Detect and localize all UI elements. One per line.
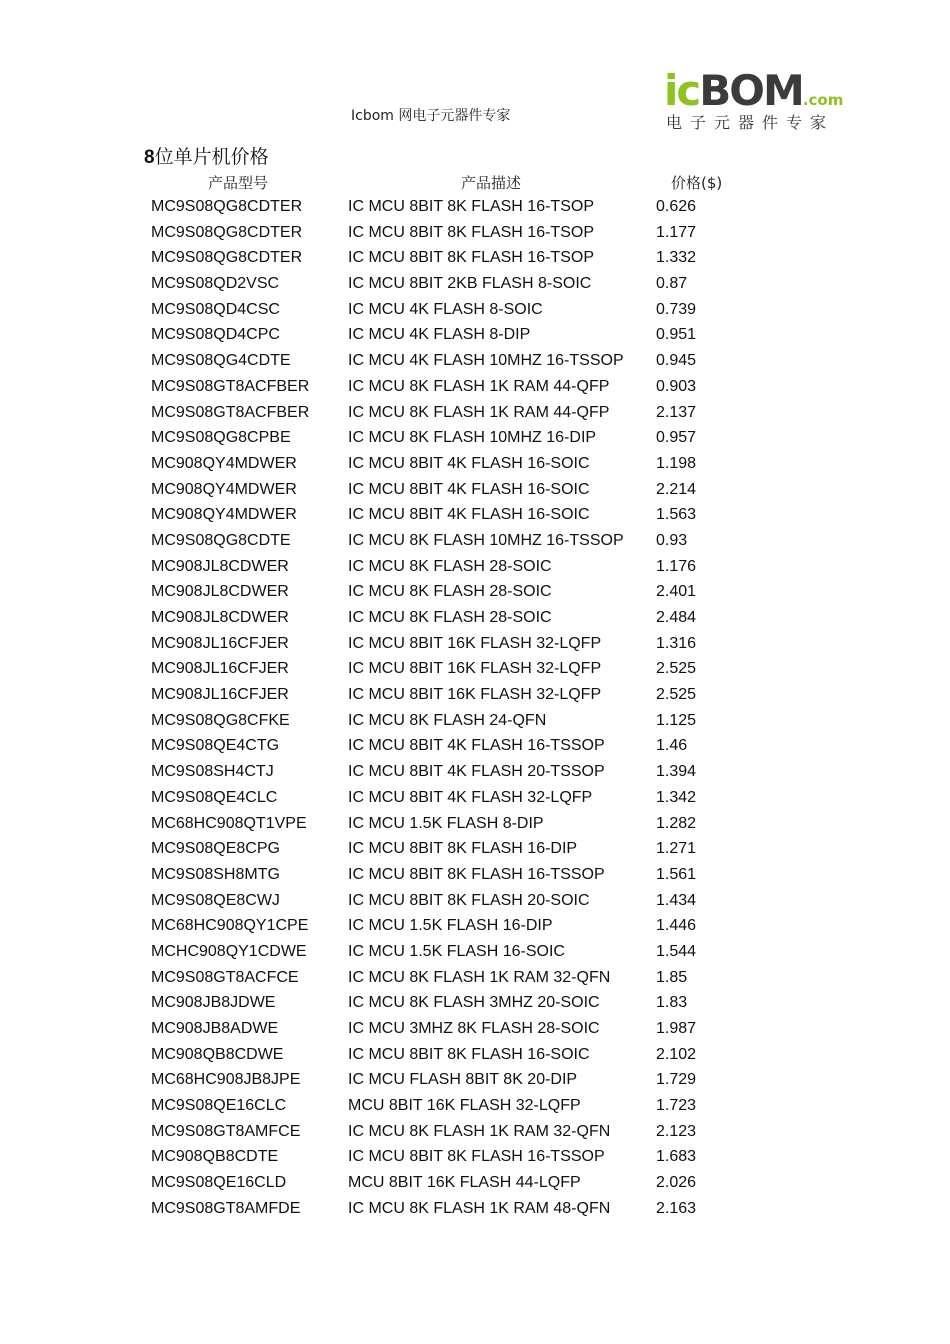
cell-model: MC68HC908QY1CPE — [151, 917, 309, 935]
cell-description: IC MCU 1.5K FLASH 16-DIP — [348, 917, 553, 935]
cell-model: MC908QB8CDWE — [151, 1045, 284, 1063]
cell-model: MC9S08GT8ACFBER — [151, 377, 310, 395]
cell-description: MCU 8BIT 16K FLASH 44-LQFP — [348, 1174, 581, 1192]
table-row — [0, 1044, 950, 1070]
col-header-description: 产品描述 — [461, 174, 522, 192]
cell-price: 2.102 — [656, 1045, 697, 1063]
cell-price: 2.026 — [656, 1174, 697, 1192]
cell-model: MC9S08QG8CPBE — [151, 429, 291, 447]
cell-price: 0.93 — [656, 531, 688, 549]
cell-description: IC MCU 4K FLASH 8-DIP — [348, 326, 531, 344]
cell-description: IC MCU 8K FLASH 1K RAM 44-QFP — [348, 403, 610, 421]
cell-description: IC MCU 8BIT 8K FLASH 16-TSOP — [348, 223, 594, 241]
cell-model: MC9S08QD4CSC — [151, 300, 280, 318]
table-row — [0, 710, 950, 736]
table-row — [0, 633, 950, 659]
cell-description: IC MCU 1.5K FLASH 16-SOIC — [348, 942, 565, 960]
cell-model: MC9S08QD4CPC — [151, 326, 280, 344]
cell-price: 0.626 — [656, 198, 697, 215]
table-row — [0, 915, 950, 941]
cell-description: IC MCU 8BIT 4K FLASH 16-TSSOP — [348, 737, 605, 755]
table-row — [0, 787, 950, 813]
cell-price: 1.46 — [656, 737, 688, 755]
cell-model: MC908QY4MDWER — [151, 506, 297, 524]
table-row — [0, 684, 950, 710]
cell-price: 1.177 — [656, 223, 697, 241]
cell-price: 1.544 — [656, 942, 697, 960]
table-row — [0, 1198, 950, 1224]
table-row — [0, 324, 950, 350]
cell-description: IC MCU 8K FLASH 28-SOIC — [348, 557, 552, 575]
cell-description: IC MCU 8K FLASH 1K RAM 44-QFP — [348, 377, 610, 395]
cell-description: IC MCU 8BIT 8K FLASH 16-TSOP — [348, 198, 594, 215]
cell-model: MCHC908QY1CDWE — [151, 942, 307, 960]
cell-description: IC MCU 8BIT 8K FLASH 16-DIP — [348, 840, 578, 858]
cell-price: 0.903 — [656, 377, 697, 395]
cell-price: 0.951 — [656, 326, 697, 344]
section-number: 8 — [144, 147, 155, 168]
cell-model: MC908JL8CDWER — [151, 609, 289, 626]
cell-price: 1.198 — [656, 454, 697, 472]
table-row — [0, 581, 950, 607]
cell-description: IC MCU 8BIT 8K FLASH 16-TSOP — [348, 249, 594, 267]
cell-price: 1.729 — [656, 1071, 697, 1089]
table-row — [0, 556, 950, 582]
page-header-text: Icbom 网电子元器件专家 — [351, 108, 511, 124]
cell-model: MC9S08SH8MTG — [151, 865, 280, 883]
cell-description: IC MCU 8K FLASH 1K RAM 32-QFN — [348, 1122, 611, 1140]
cell-description: IC MCU 3MHZ 8K FLASH 28-SOIC — [348, 1020, 600, 1037]
cell-model: MC9S08QG4CDTE — [151, 352, 291, 370]
cell-description: IC MCU 8K FLASH 1K RAM 32-QFN — [348, 968, 611, 986]
cell-model: MC9S08QE16CLC — [151, 1097, 287, 1115]
cell-model: MC908JL8CDWER — [151, 557, 289, 575]
cell-price: 2.137 — [656, 403, 697, 421]
cell-model: MC908JL16CFJER — [151, 634, 289, 652]
cell-model: MC9S08QG8CDTER — [151, 223, 303, 241]
cell-price: 1.342 — [656, 788, 697, 806]
table-row — [0, 1172, 950, 1198]
table-row — [0, 967, 950, 993]
cell-price: 1.316 — [656, 634, 697, 652]
cell-description: IC MCU 4K FLASH 8-SOIC — [348, 300, 543, 318]
cell-description: IC MCU 8BIT 4K FLASH 16-SOIC — [348, 454, 590, 472]
logo-bom: BOM — [699, 66, 803, 115]
price-table — [0, 196, 950, 1224]
icbom-logo — [664, 68, 844, 132]
cell-description: IC MCU 8K FLASH 10MHZ 16-TSSOP — [348, 531, 624, 549]
cell-description: IC MCU FLASH 8BIT 8K 20-DIP — [348, 1071, 578, 1089]
cell-price: 1.723 — [656, 1097, 697, 1115]
cell-price: 1.683 — [656, 1148, 697, 1166]
cell-description: IC MCU 4K FLASH 10MHZ 16-TSSOP — [348, 352, 624, 370]
logo-com: .com — [802, 91, 844, 109]
cell-model: MC9S08SH4CTJ — [151, 763, 274, 781]
cell-price: 1.85 — [656, 968, 688, 986]
cell-price: 2.525 — [656, 660, 697, 678]
table-row — [0, 222, 950, 248]
cell-description: IC MCU 8K FLASH 28-SOIC — [348, 583, 552, 601]
cell-description: MCU 8BIT 16K FLASH 32-LQFP — [348, 1097, 581, 1115]
cell-price: 2.525 — [656, 686, 697, 704]
table-row — [0, 376, 950, 402]
cell-price: 2.484 — [656, 609, 697, 626]
cell-description: IC MCU 8BIT 8K FLASH 20-SOIC — [348, 891, 590, 909]
table-row — [0, 1095, 950, 1121]
cell-price: 1.282 — [656, 814, 697, 832]
cell-model: MC68HC908JB8JPE — [151, 1071, 301, 1089]
cell-model: MC9S08QG8CDTER — [151, 198, 303, 215]
cell-description: IC MCU 8BIT 8K FLASH 16-SOIC — [348, 1045, 590, 1063]
cell-model: MC9S08GT8AMFDE — [151, 1199, 301, 1217]
cell-model: MC9S08GT8ACFCE — [151, 968, 299, 986]
table-row — [0, 402, 950, 428]
table-row — [0, 299, 950, 325]
table-row — [0, 1121, 950, 1147]
cell-description: IC MCU 8BIT 4K FLASH 16-SOIC — [348, 480, 590, 498]
cell-price: 2.401 — [656, 583, 697, 601]
cell-description: IC MCU 8BIT 16K FLASH 32-LQFP — [348, 660, 602, 678]
cell-model: MC9S08QG8CFKE — [151, 711, 290, 729]
logo-ic: ic — [664, 66, 700, 115]
cell-price: 1.271 — [656, 840, 697, 858]
table-row — [0, 890, 950, 916]
cell-price: 1.125 — [656, 711, 697, 729]
cell-price: 0.945 — [656, 352, 697, 370]
table-row — [0, 504, 950, 530]
cell-model: MC908QY4MDWER — [151, 454, 297, 472]
cell-model: MC9S08QD2VSC — [151, 275, 280, 293]
cell-price: 0.739 — [656, 300, 697, 318]
cell-description: IC MCU 8K FLASH 10MHZ 16-DIP — [348, 429, 597, 447]
cell-price: 1.563 — [656, 506, 697, 524]
section-title-text: 位单片机价格 — [154, 146, 269, 168]
cell-price: 0.87 — [656, 275, 688, 293]
table-row — [0, 427, 950, 453]
table-row — [0, 838, 950, 864]
logo-subtitle: 电子元器件专家 — [666, 113, 835, 132]
cell-model: MC9S08QG8CDTE — [151, 531, 291, 549]
cell-description: IC MCU 8BIT 8K FLASH 16-TSSOP — [348, 1148, 605, 1166]
table-row — [0, 453, 950, 479]
cell-price: 2.214 — [656, 480, 697, 498]
cell-price: 1.434 — [656, 891, 697, 909]
col-header-model: 产品型号 — [208, 174, 269, 192]
table-row — [0, 479, 950, 505]
cell-description: IC MCU 8K FLASH 28-SOIC — [348, 609, 552, 626]
table-row — [0, 1146, 950, 1172]
table-row — [0, 1018, 950, 1044]
cell-description: IC MCU 8K FLASH 24-QFN — [348, 711, 547, 729]
cell-model: MC908QB8CDTE — [151, 1148, 279, 1166]
cell-model: MC908JL8CDWER — [151, 583, 289, 601]
cell-model: MC9S08GT8ACFBER — [151, 403, 310, 421]
table-header — [0, 172, 950, 192]
cell-description: IC MCU 1.5K FLASH 8-DIP — [348, 814, 544, 832]
table-row — [0, 530, 950, 556]
table-row — [0, 247, 950, 273]
cell-description: IC MCU 8BIT 4K FLASH 32-LQFP — [348, 788, 593, 806]
table-row — [0, 761, 950, 787]
cell-model: MC9S08QE8CPG — [151, 840, 280, 858]
cell-model: MC9S08QG8CDTER — [151, 249, 303, 267]
col-header-price: 价格($) — [671, 174, 723, 192]
cell-model: MC908QY4MDWER — [151, 480, 297, 498]
cell-description: IC MCU 8K FLASH 3MHZ 20-SOIC — [348, 994, 600, 1012]
cell-price: 1.987 — [656, 1020, 697, 1037]
section-title — [144, 142, 269, 169]
cell-price: 1.176 — [656, 557, 697, 575]
cell-model: MC908JB8ADWE — [151, 1020, 279, 1037]
table-row — [0, 813, 950, 839]
cell-description: IC MCU 8BIT 8K FLASH 16-TSSOP — [348, 865, 605, 883]
cell-model: MC9S08QE4CTG — [151, 737, 280, 755]
table-row — [0, 864, 950, 890]
cell-description: IC MCU 8BIT 16K FLASH 32-LQFP — [348, 686, 602, 704]
cell-description: IC MCU 8K FLASH 1K RAM 48-QFN — [348, 1199, 611, 1217]
cell-model: MC908JB8JDWE — [151, 994, 276, 1012]
cell-model: MC9S08QE4CLC — [151, 788, 278, 806]
table-row — [0, 273, 950, 299]
table-row — [0, 196, 950, 222]
cell-description: IC MCU 8BIT 2KB FLASH 8-SOIC — [348, 275, 592, 293]
cell-price: 0.957 — [656, 429, 697, 447]
cell-model: MC9S08GT8AMFCE — [151, 1122, 301, 1140]
cell-price: 2.123 — [656, 1122, 697, 1140]
cell-description: IC MCU 8BIT 16K FLASH 32-LQFP — [348, 634, 602, 652]
table-row — [0, 992, 950, 1018]
table-row — [0, 941, 950, 967]
cell-price: 2.163 — [656, 1199, 697, 1217]
cell-price: 1.394 — [656, 763, 697, 781]
cell-price: 1.83 — [656, 994, 688, 1012]
cell-price: 1.446 — [656, 917, 697, 935]
table-row — [0, 1069, 950, 1095]
cell-price: 1.332 — [656, 249, 697, 267]
table-row — [0, 658, 950, 684]
cell-model: MC9S08QE16CLD — [151, 1174, 287, 1192]
cell-description: IC MCU 8BIT 4K FLASH 16-SOIC — [348, 506, 590, 524]
table-row — [0, 607, 950, 633]
cell-price: 1.561 — [656, 865, 697, 883]
cell-description: IC MCU 8BIT 4K FLASH 20-TSSOP — [348, 763, 605, 781]
cell-model: MC908JL16CFJER — [151, 686, 289, 704]
table-row — [0, 735, 950, 761]
cell-model: MC9S08QE8CWJ — [151, 891, 280, 909]
cell-model: MC908JL16CFJER — [151, 660, 289, 678]
table-row — [0, 350, 950, 376]
cell-model: MC68HC908QT1VPE — [151, 814, 307, 832]
